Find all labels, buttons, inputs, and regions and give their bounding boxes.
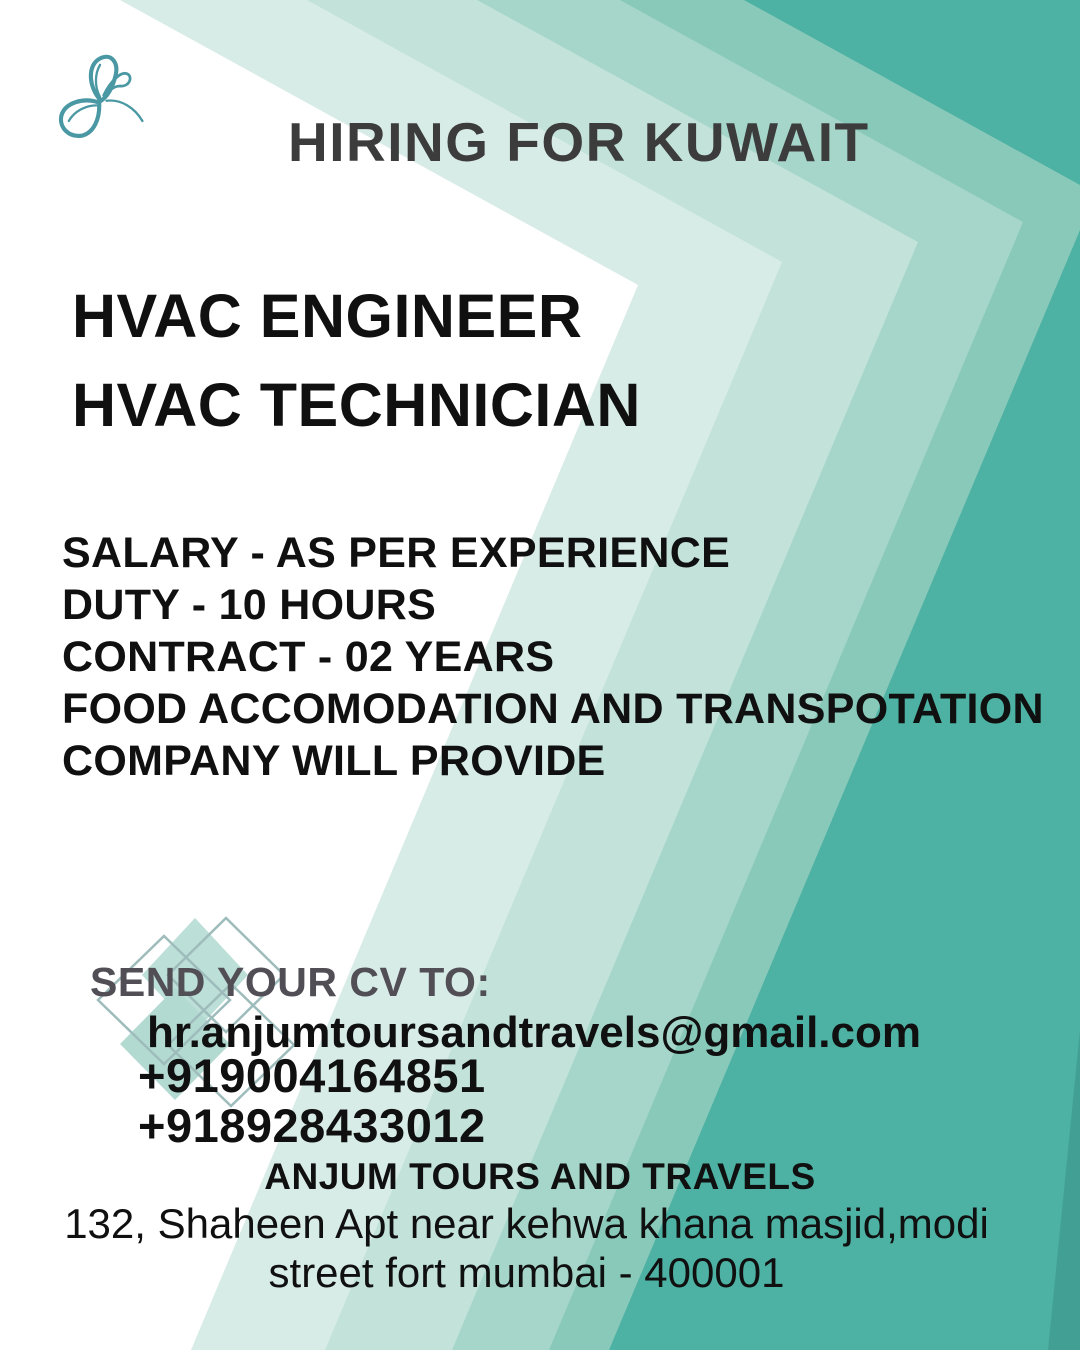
- contact-phone-1: +919004164851: [138, 1049, 486, 1102]
- detail-salary: SALARY - AS PER EXPERIENCE: [62, 529, 731, 577]
- job-position-2: HVAC TECHNICIAN: [72, 371, 641, 439]
- job-details-list: [62, 527, 1044, 787]
- address-line-2: street fort mumbai - 400001: [268, 1249, 785, 1296]
- butterfly-tail-swoosh: [107, 101, 143, 121]
- contact-phone-2: +918928433012: [138, 1099, 486, 1152]
- job-position-1: HVAC ENGINEER: [72, 282, 583, 350]
- company-address: [0, 1199, 1053, 1297]
- butterfly-antenna-curl: [104, 73, 130, 96]
- detail-company-provide: COMPANY WILL PROVIDE: [62, 737, 606, 785]
- poster-title: HIRING FOR KUWAIT: [288, 111, 870, 173]
- detail-food-accomodation: FOOD ACCOMODATION AND TRANSPOTATION: [62, 685, 1044, 733]
- send-cv-heading: SEND YOUR CV TO:: [90, 959, 491, 1005]
- butterfly-logo-icon: [55, 50, 147, 146]
- contact-email: hr.anjumtoursandtravels@gmail.com: [147, 1008, 921, 1057]
- detail-duty: DUTY - 10 HOURS: [62, 581, 437, 629]
- address-line-1: 132, Shaheen Apt near kehwa khana masjid,modi: [64, 1200, 989, 1247]
- contact-phones: [138, 1051, 486, 1151]
- company-name: ANJUM TOURS AND TRAVELS: [264, 1156, 816, 1197]
- job-positions: [72, 272, 641, 450]
- detail-contract: CONTRACT - 02 YEARS: [62, 633, 555, 681]
- butterfly-lower-wing-line: [69, 105, 97, 121]
